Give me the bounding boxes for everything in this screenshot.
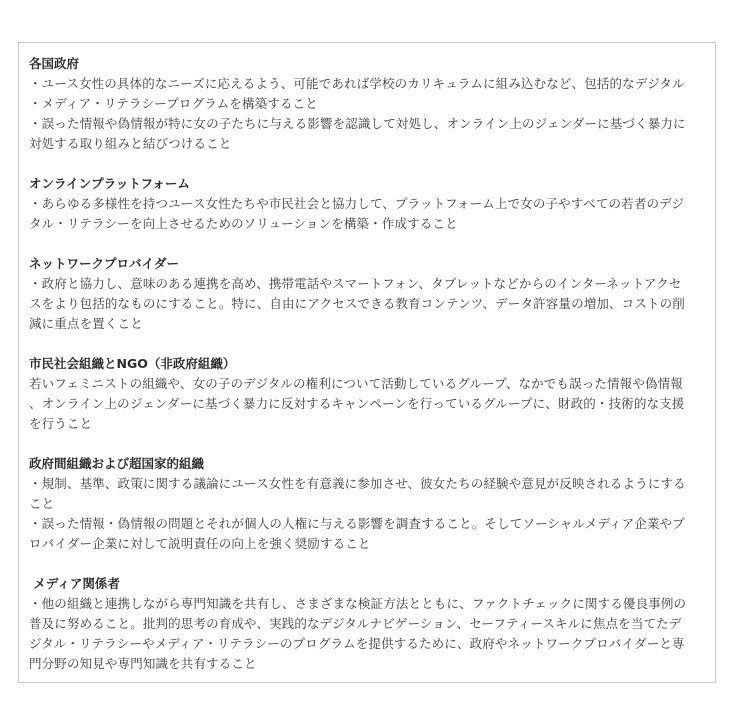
text-line: ・誤った情報や偽情報が特に女の子たちに与える影響を認識して対処し、オンライン上のジェンダーに基づく暴力に (29, 116, 686, 131)
section-heading: ネットワークプロバイダー (29, 256, 180, 271)
section-heading: メディア関係者 (29, 576, 120, 591)
section-network-providers (29, 254, 705, 334)
section-heading: 市民社会組織とNGO（非政府組織） (29, 356, 236, 371)
text-line: ・あらゆる多様性を持つユース女性たちや市民社会と協力して、プラットフォーム上で女の子やすべての若者のデジ (29, 196, 685, 211)
text-line: タル・リテラシーを向上させるためのソリューションを構築・作成すること (29, 216, 458, 231)
text-line: こと (29, 496, 55, 511)
section-heading: 政府間組織および超国家的組織 (29, 456, 205, 471)
text-line: ・政府と協力し、意味のある連携を高め、携帯電話やスマートフォン、タブレットなどからのインターネットアクセ (29, 276, 682, 291)
section-heading: オンラインプラットフォーム (29, 176, 190, 191)
text-line: 対処する取り組みと結びつけること (29, 136, 232, 151)
section-online-platforms (29, 174, 705, 234)
section-heading: 各国政府 (29, 56, 80, 71)
section-governments (29, 54, 705, 154)
text-line: ・ユース女性の具体的なニーズに応えるよう、可能であれば学校のカリキュラムに組み込むなど、包括的なデジタル (29, 76, 685, 91)
text-line: スをより包括的なものにすること。特に、自由にアクセスできる教育コンテンツ、データ許容量の増加、コストの削 (29, 296, 685, 311)
text-line: ・メディア・リテラシープログラムを構築すること (29, 96, 318, 111)
text-line: ・他の組織と連携しながら専門知識を共有し、さまざまな検証方法とともに、ファクトチェックに関する優良事例の (29, 596, 687, 611)
text-line: ・規制、基準、政策に関する議論にユース女性を有意義に参加させ、彼女たちの経験や意見が反映されるようにする (29, 476, 686, 491)
text-line: 門分野の知見や専門知識を共有すること (29, 656, 257, 671)
text-line: 、オンライン上のジェンダーに基づく暴力に反対するキャンペーンを行っているグループに、財政的・技術的な支援 (29, 396, 685, 411)
section-intergovernmental (29, 454, 705, 554)
section-media (29, 574, 705, 674)
text-line: 普及に努めること。批判的思考の育成や、実践的なデジタルナビゲーション、セーフティースキルに焦点を当てたデ (29, 616, 682, 631)
section-civil-society (29, 354, 705, 434)
text-line: ロバイダー企業に対して説明責任の向上を強く奨励すること (29, 536, 371, 551)
text-line: 若いフェミニストの組織や、女の子のデジタルの権利について活動しているグループ、なかでも誤った情報や偽情報 (29, 376, 683, 391)
text-line: を行うこと (29, 416, 93, 431)
text-line: 減に重点を置くこと (29, 316, 143, 331)
text-line: ・誤った情報・偽情報の問題とそれが個人の人権に与える影響を調査すること。そしてソーシャルメディア企業やプ (29, 516, 685, 531)
recommendations-box (18, 42, 716, 683)
text-line: ジタル・リテラシーやメディア・リテラシーのプログラムを提供するために、政府やネットワークプロバイダーと専 (29, 636, 685, 651)
